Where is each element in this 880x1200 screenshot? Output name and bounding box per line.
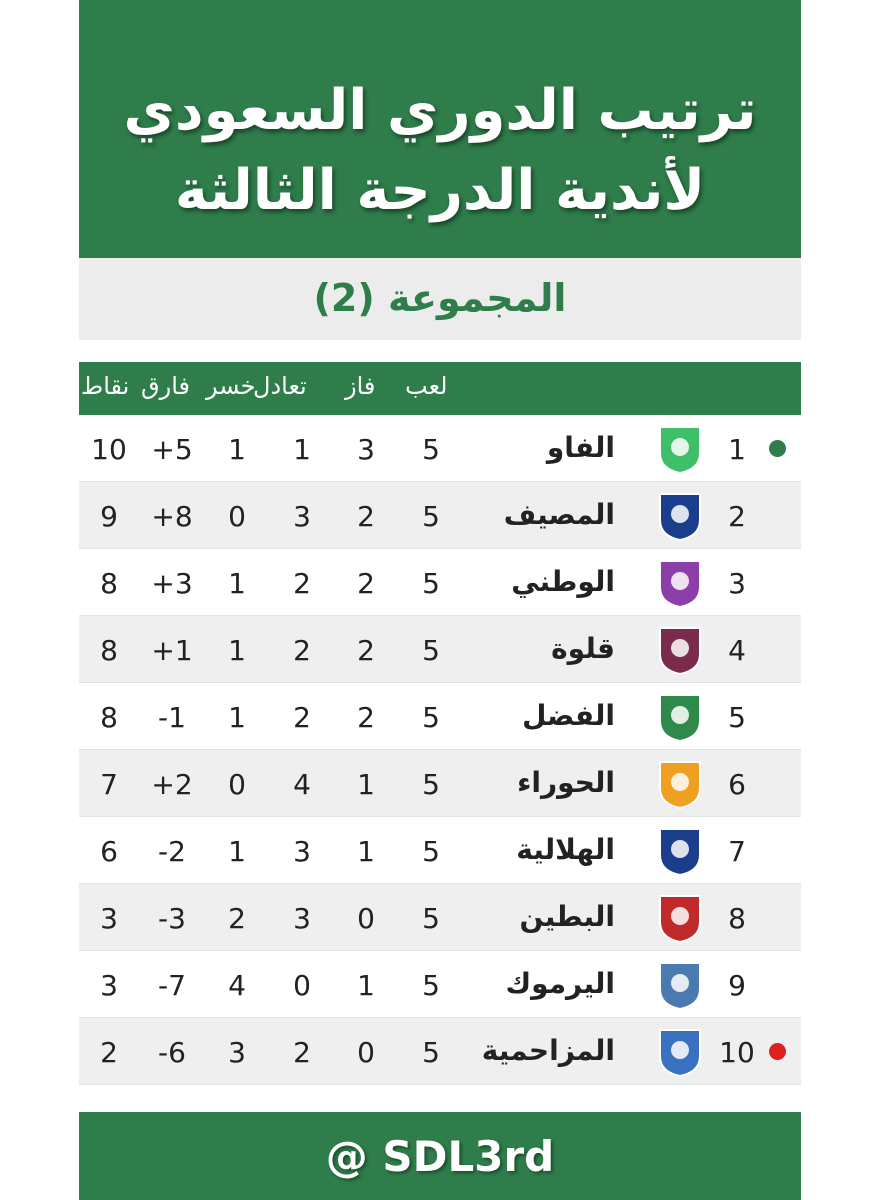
drawn-cell: 0 [293, 969, 311, 1002]
points-cell: 8 [100, 701, 118, 734]
points-cell: 9 [100, 500, 118, 533]
diff-cell: -7 [158, 969, 186, 1002]
rank-cell: 2 [728, 500, 746, 533]
alfadl-logo-icon [652, 691, 708, 743]
drawn-cell: 3 [293, 835, 311, 868]
table-row [79, 1018, 801, 1085]
won-cell: 0 [357, 1036, 375, 1069]
col-diff: فارق [141, 372, 190, 400]
rank-cell: 6 [728, 768, 746, 801]
team-name: المصيف [503, 498, 615, 531]
drawn-cell: 4 [293, 768, 311, 801]
points-cell: 6 [100, 835, 118, 868]
diff-cell: -1 [158, 701, 186, 734]
group-label: المجموعة (2) [313, 276, 567, 320]
lost-cell: 4 [228, 969, 246, 1002]
rank-cell: 5 [728, 701, 746, 734]
table-body [79, 415, 801, 1085]
page-subtitle: لأندية الدرجة الثالثة [174, 158, 706, 223]
table-row [79, 683, 801, 750]
drawn-cell: 2 [293, 567, 311, 600]
alfao-logo-icon [652, 423, 708, 475]
diff-cell: -3 [158, 902, 186, 935]
team-name: البطين [519, 900, 615, 933]
lost-cell: 1 [228, 567, 246, 600]
played-cell: 5 [422, 701, 440, 734]
drawn-cell: 1 [293, 433, 311, 466]
drawn-cell: 2 [293, 634, 311, 667]
team-name: الفضل [522, 699, 615, 732]
points-cell: 3 [100, 969, 118, 1002]
won-cell: 0 [357, 902, 375, 935]
team-name: الفاو [546, 431, 615, 464]
played-cell: 5 [422, 902, 440, 935]
diff-cell: +3 [151, 567, 193, 600]
table-row [79, 951, 801, 1018]
albateen-logo-icon [652, 892, 708, 944]
played-cell: 5 [422, 567, 440, 600]
drawn-cell: 2 [293, 1036, 311, 1069]
page-title: ترتيب الدوري السعودي [123, 78, 757, 143]
standings-table [79, 362, 801, 1085]
table-row [79, 616, 801, 683]
team-name: قلوة [551, 632, 615, 665]
rank-cell: 3 [728, 567, 746, 600]
points-cell: 8 [100, 634, 118, 667]
played-cell: 5 [422, 835, 440, 868]
won-cell: 2 [357, 701, 375, 734]
col-points: نقاط [81, 372, 130, 400]
lost-cell: 1 [228, 433, 246, 466]
diff-cell: +5 [151, 433, 193, 466]
alhawraa-logo-icon [652, 758, 708, 810]
drawn-cell: 3 [293, 500, 311, 533]
points-cell: 7 [100, 768, 118, 801]
table-row [79, 750, 801, 817]
rank-cell: 7 [728, 835, 746, 868]
footer-handle: @ SDL3rd [325, 1132, 555, 1181]
lost-cell: 1 [228, 835, 246, 868]
drawn-cell: 2 [293, 701, 311, 734]
relegation-indicator-icon [769, 1043, 786, 1060]
points-cell: 10 [91, 433, 127, 466]
played-cell: 5 [422, 500, 440, 533]
won-cell: 1 [357, 768, 375, 801]
col-drawn: تعادل [253, 372, 307, 400]
played-cell: 5 [422, 768, 440, 801]
rank-cell: 1 [728, 433, 746, 466]
table-row [79, 549, 801, 616]
lost-cell: 1 [228, 634, 246, 667]
team-name: الهلالية [516, 833, 615, 866]
lost-cell: 3 [228, 1036, 246, 1069]
table-row [79, 884, 801, 951]
diff-cell: -2 [158, 835, 186, 868]
rank-cell: 9 [728, 969, 746, 1002]
table-row [79, 482, 801, 549]
diff-cell: -6 [158, 1036, 186, 1069]
won-cell: 1 [357, 835, 375, 868]
team-name: المزاحمية [481, 1034, 615, 1067]
points-cell: 2 [100, 1036, 118, 1069]
alyarmouk-logo-icon [652, 959, 708, 1011]
col-lost: خسر [206, 372, 256, 400]
title-banner [79, 0, 801, 258]
almasif-logo-icon [652, 490, 708, 542]
rank-cell: 4 [728, 634, 746, 667]
diff-cell: +2 [151, 768, 193, 801]
rank-cell: 10 [719, 1036, 755, 1069]
lost-cell: 0 [228, 768, 246, 801]
diff-cell: +8 [151, 500, 193, 533]
played-cell: 5 [422, 634, 440, 667]
table-row [79, 415, 801, 482]
promotion-indicator-icon [769, 440, 786, 457]
won-cell: 2 [357, 500, 375, 533]
points-cell: 8 [100, 567, 118, 600]
lost-cell: 0 [228, 500, 246, 533]
played-cell: 5 [422, 969, 440, 1002]
played-cell: 5 [422, 433, 440, 466]
played-cell: 5 [422, 1036, 440, 1069]
qilwah-logo-icon [652, 624, 708, 676]
won-cell: 2 [357, 567, 375, 600]
almuzahimiyah-logo-icon [652, 1026, 708, 1078]
team-name: الوطني [511, 565, 615, 598]
won-cell: 1 [357, 969, 375, 1002]
alwatani-logo-icon [652, 557, 708, 609]
drawn-cell: 3 [293, 902, 311, 935]
lost-cell: 1 [228, 701, 246, 734]
team-name: اليرموك [505, 967, 615, 1000]
alhilaliya-logo-icon [652, 825, 708, 877]
team-name: الحوراء [517, 766, 615, 799]
lost-cell: 2 [228, 902, 246, 935]
table-row [79, 817, 801, 884]
rank-cell: 8 [728, 902, 746, 935]
group-header [79, 258, 801, 340]
points-cell: 3 [100, 902, 118, 935]
col-played: لعب [405, 372, 448, 400]
table-header [79, 362, 801, 415]
col-won: فاز [345, 372, 376, 400]
won-cell: 2 [357, 634, 375, 667]
diff-cell: +1 [151, 634, 193, 667]
footer-banner [79, 1112, 801, 1200]
won-cell: 3 [357, 433, 375, 466]
